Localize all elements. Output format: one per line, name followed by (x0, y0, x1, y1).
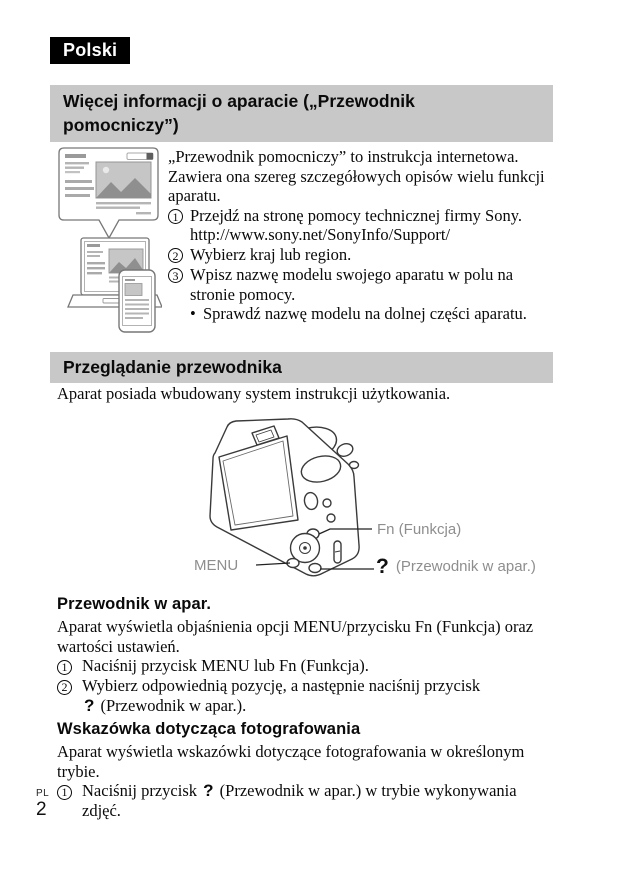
body-line: trybie. (57, 761, 100, 781)
smartphone-icon (119, 270, 155, 332)
step-go-to-support (168, 206, 588, 245)
more-info-text-block (168, 147, 588, 324)
step-text: Wpisz nazwę modelu swojego aparatu w polu na (190, 264, 514, 284)
intro-line: „Przewodnik pomocniczy” to instrukcja internetowa. (168, 147, 519, 166)
section-title-line: Przeglądanie przewodnika (63, 357, 282, 377)
page-footer (36, 789, 49, 820)
step-number-icon: 2 (168, 248, 183, 263)
webpage-photo-thumbnail (96, 162, 151, 198)
step-continuation: ? (Przewodnik w apar.). (84, 695, 247, 715)
web-guide-illustration (57, 146, 162, 333)
section-header-more-info (50, 85, 553, 142)
step-text: Przejdź na stronę pomocy technicznej firmy Sony. (190, 205, 523, 225)
support-url: http://www.sony.net/SonyInfo/Support/ (190, 225, 451, 245)
step-number-icon: 1 (57, 660, 72, 675)
section-title-line: Więcej informacji o aparacie („Przewodnik (63, 91, 415, 111)
note-row (190, 304, 588, 324)
help-button (309, 564, 321, 573)
step-text: Wybierz kraj lub region. (190, 244, 352, 264)
step-enter-model (168, 265, 588, 324)
body-line: Aparat wyświetla wskazówki dotyczące fotografowania w określonym (57, 742, 525, 761)
step-press-help: 1 Naciśnij przycisk ? (Przewodnik w apar.) w trybie wykonywania zdjęć. (57, 781, 580, 820)
camera-figure (160, 417, 590, 592)
section-title-line: pomocniczy”) (63, 115, 179, 135)
fn-button-label: Fn (Funkcja) (377, 521, 462, 538)
subsection-heading: Wskazówka dotycząca fotografowania (57, 720, 361, 738)
menu-leader-line (256, 563, 290, 565)
intro-line: Zawiera ona szereg szczegółowych opisów wielu funkcji (168, 166, 545, 186)
bullet-marker: • (190, 304, 196, 324)
step-number-icon: 2 (57, 680, 72, 695)
menu-button-label: MENU (194, 557, 239, 574)
language-badge: Polski (50, 37, 130, 64)
step-select-country (168, 245, 588, 265)
intro-line: aparatu. (168, 186, 221, 206)
help-question-icon: ? (84, 695, 95, 715)
step-select-item: 2 Wybierz odpowiednią pozycję, a następnie naciśnij przycisk ? (Przewodnik w apar.). (57, 676, 580, 715)
body-line: Aparat wyświetla objaśnienia opcji MENU/przycisku Fn (Funkcja) oraz (57, 617, 534, 636)
page-number: 2 (36, 799, 47, 820)
body-line: wartości ustawień. (57, 636, 180, 656)
step-number-icon: 1 (168, 209, 183, 224)
step-number-icon: 1 (57, 785, 72, 800)
page-language-code: PL (36, 788, 50, 799)
help-button-label: ? (Przewodnik w apar.) (376, 555, 536, 578)
step-text: stronie pomocy. (190, 284, 296, 304)
shooting-tip-subsection (57, 719, 580, 820)
help-question-icon: ? (376, 555, 389, 578)
note-text: Sprawdź nazwę modelu na dolnej części aparatu. (203, 304, 527, 324)
in-camera-guide-subsection (57, 594, 580, 715)
step-press-menu-fn: 1 Naciśnij przycisk MENU lub Fn (Funkcja). (57, 656, 580, 676)
help-question-icon: ? (203, 781, 214, 801)
step-number-icon: 3 (168, 268, 183, 283)
subsection-heading: Przewodnik w apar. (57, 595, 212, 613)
section-header-viewing (50, 352, 553, 383)
viewing-intro: Aparat posiada wbudowany system instrukcji użytkowania. (57, 384, 451, 403)
